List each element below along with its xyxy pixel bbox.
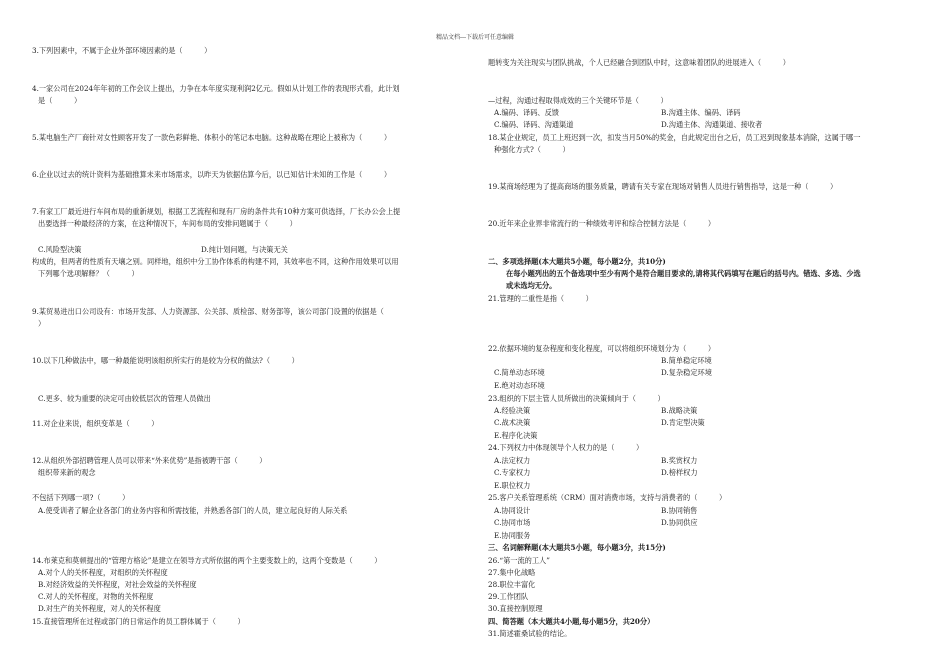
question-9-line1: 9.某贸易进出口公司设有：市场开发部、人力资源部、公关部、质检部、财务部等，该公司部门设置的依据是（: [32, 307, 384, 316]
question-24-option-a: A.法定权力: [494, 456, 531, 465]
question-25-option-e: E.协同服务: [494, 531, 531, 540]
question-8-line1: 构成的，但两者的性质有天壤之别。同样地，组织中分工协作体系的构建不同，其效率也不同，这种作用效果可以用: [32, 257, 399, 266]
question-16-tail: 题转变为关注现实与团队挑战，个人已经融合到团队中时，这意味着团队的进展进入（ ）: [488, 58, 790, 67]
section-4-title: 四、简答题（本大题共4小题,每小题5分，共20分）: [488, 617, 655, 626]
question-25-option-d: D.协同供应: [661, 518, 698, 527]
question-23-option-c: C.战术决策: [494, 418, 531, 427]
question-24-option-b: B.奖赏权力: [661, 456, 698, 465]
question-17-option-c: C.编码、译码、沟通渠道: [494, 120, 574, 129]
question-24-option-e: E.职位权力: [494, 481, 531, 490]
section-2-note-line2: 或未选均无分。: [506, 281, 557, 290]
question-3: 3.下列因素中，不属于企业外部环境因素的是（ ）: [32, 46, 212, 55]
section-3-title: 三、名词解释题(本大题共5小题，每小题3分，共15分): [488, 543, 666, 552]
question-15: 15.直接管理所在过程或部门的日常运作的员工群体属于（ ）: [32, 617, 245, 626]
question-11: 11.对企业来说，组织变革是（ ）: [32, 419, 159, 428]
left-column: [32, 0, 462, 672]
question-14-option-d: D.对生产的关怀程度，对人的关怀程度: [38, 604, 161, 613]
question-14-option-c: C.对人的关怀程度，对物的关怀程度: [38, 592, 154, 601]
question-14: 14.布莱克和莫顿提出的“管理方格论”是建立在领导方式所依据的两个主要变数上的，这两个变数是（ ）: [32, 556, 382, 565]
question-18-line2: 种强化方式?（ ）: [494, 145, 570, 154]
question-13-line1: 不包括下列哪一项?（ ）: [32, 493, 130, 502]
question-25: 25.客户关系管理系统（CRM）面对消费市场，支持与消费者的（ ）: [488, 493, 727, 502]
question-20: 20.近年来企业界非常流行的一种绩效考评和综合控制方法是（ ）: [488, 219, 716, 228]
question-25-option-a: A.协同设计: [494, 506, 531, 515]
question-22-option-d: D.复杂稳定环境: [661, 368, 712, 377]
question-14-option-b: B.对经济效益的关怀程度，对社会效益的关怀程度: [38, 580, 197, 589]
question-7-line1: 7.有家工厂最近进行车间布局的重新规划，根据工艺流程和现有厂房的条件共有10种方案可供选择，厂长办公会上提: [32, 207, 401, 216]
question-23-option-a: A.经验决策: [494, 406, 531, 415]
question-23-option-e: E.程序化决策: [494, 431, 538, 440]
question-14-option-a: A.对个人的关怀程度，对组织的关怀程度: [38, 568, 168, 577]
question-18-line1: 18.某企业规定，员工上班迟到一次，扣发当月50%的奖金，自此规定出台之后，员工迟到现象基本消除，这属于哪一: [488, 133, 861, 142]
question-22-option-e: E.绝对动态环境: [494, 381, 545, 390]
question-6: 6.企业以过去的统计资料为基础推算未来市场需求，以昨天为依据估算今后，以已知估计未知的工作是（ ）: [32, 170, 392, 179]
question-24-option-d: D.榜样权力: [661, 468, 698, 477]
question-24-option-c: C.专家权力: [494, 468, 531, 477]
question-10: 10.以下几种做法中，哪一种最能说明该组织所实行的是较为分权的做法?（ ）: [32, 356, 299, 365]
question-7-option-c: C.风险型决策: [38, 245, 82, 254]
question-13-option-a: A.使受训者了解企业各部门的业务内容和所需技能，并熟悉各部门的人员，建立起良好的人际关系: [38, 506, 348, 515]
question-17-option-a: A.编码、译码、反馈: [494, 108, 559, 117]
question-5: 5.某电脑生产厂商针对女性顾客开发了一款色彩鲜艳、体积小的笔记本电脑。这种战略在理论上被称为（ ）: [32, 133, 392, 142]
question-21: 21.管理的二重性是指（ ）: [488, 294, 593, 303]
question-17-option-d: D.沟通主体、沟通渠道、接收者: [661, 120, 763, 129]
question-24: 24.下列权力中体现领导个人权力的是（ ）: [488, 443, 644, 452]
question-12-line1: 12.从组织外部招聘管理人员可以带来“外来优势”是指被聘干部（ ）: [32, 456, 267, 465]
question-29: 29.工作团队: [488, 592, 529, 601]
section-2-title: 二、多项选择题(本大题共5小题，每小题2分，共10分): [488, 257, 666, 266]
question-25-option-b: B.协同销售: [661, 506, 698, 515]
question-12-line2: 组织带来新的观念: [38, 468, 96, 477]
question-4-line1: 4.一家公司在2024年年初的工作会议上提出，力争在本年度实现利润2亿元。假如从计划工作的表现形式看，此计划: [32, 84, 400, 93]
question-17: —过程，沟通过程取得成效的三个关键环节是（ ）: [488, 96, 668, 105]
question-22: 22.依据环境的复杂程度和变化程度，可以将组织环境划分为（ ）: [488, 344, 716, 353]
question-31: 31.简述霍桑试验的结论。: [488, 629, 572, 638]
question-30: 30.直接控制原理: [488, 604, 543, 613]
page-header: 精品文档---下载后可任意编辑: [435, 34, 515, 41]
question-23-option-b: B.战略决策: [661, 406, 698, 415]
question-7-option-d: D.纯计划问题，与决策无关: [201, 245, 288, 254]
question-7-line2: 出要选择一种最经济的方案，在这种情况下，车间布局的安排问题属于（ ）: [38, 219, 297, 228]
question-8-line2: 下列哪个选项解释？（ ）: [38, 269, 139, 278]
question-22-option-b: B.简单稳定环境: [661, 356, 712, 365]
question-4-line2: 是（ ）: [38, 96, 82, 105]
question-27: 27.集中化战略: [488, 568, 536, 577]
question-25-option-c: C.协同市场: [494, 518, 531, 527]
question-23-option-d: D.肯定型决策: [661, 418, 705, 427]
question-9-line2: ）: [38, 319, 46, 328]
right-column: [488, 0, 928, 672]
question-19: 19.某商场经理为了提高商场的服务质量，聘请有关专家在现场对销售人员进行销售指导，这是一种（ ）: [488, 182, 838, 191]
question-28: 28.职位丰富化: [488, 580, 536, 589]
question-26: 26.“第一流的工人”: [488, 556, 550, 565]
section-2-note-line1: 在每小题列出的五个备选项中至少有两个是符合题目要求的,请将其代码填写在题后的括号内。错选、多选、少选: [506, 269, 861, 278]
question-22-option-c: C.简单动态环境: [494, 368, 545, 377]
question-23: 23.组织的下层主管人员所做出的决策倾向于（ ）: [488, 394, 665, 403]
question-10-option-c: C.更多、较为重要的决定可由较低层次的管理人员做出: [38, 394, 211, 403]
question-17-option-b: B.沟通主体、编码、译码: [661, 108, 741, 117]
